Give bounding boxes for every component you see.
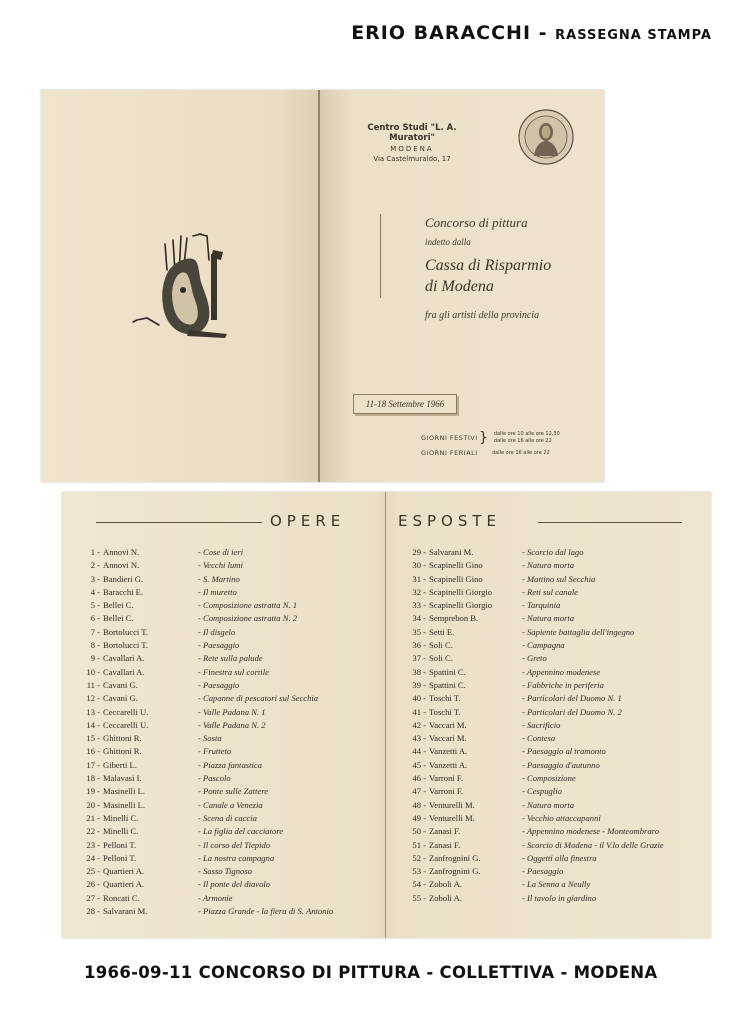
work-title: - Composizione astratta N. 2 (198, 613, 298, 624)
work-number: 24 - (86, 852, 100, 863)
work-artist: Scapinelli Gino (429, 560, 483, 571)
feriali-label: GIORNI FERIALI (421, 449, 478, 457)
work-number: 25 - (86, 866, 100, 877)
work-number: 52 - (412, 852, 426, 863)
work-list-item (408, 546, 708, 559)
work-list-item (408, 772, 708, 785)
work-title: - Fabbriche in periferia (522, 679, 604, 690)
work-artist: Cavallari A. (103, 653, 145, 664)
work-list-item (82, 812, 382, 825)
work-list-item (82, 666, 382, 679)
work-title: - Paesaggio al tramonto (522, 746, 606, 757)
work-artist: Roncati C. (103, 892, 140, 903)
exhibition-dates: 11-18 Settembre 1966 (353, 394, 457, 414)
work-artist: Soli C. (429, 653, 453, 664)
work-number: 17 - (86, 759, 100, 770)
work-artist: Ghittoni R. (103, 733, 142, 744)
work-number: 2 - (90, 560, 100, 571)
concorso-sponsor-1: Cassa di Risparmio (425, 257, 552, 274)
work-title: - Contesa (522, 733, 556, 744)
work-list-item (82, 586, 382, 599)
work-artist: Bortolucci T. (103, 640, 149, 651)
work-title: - Vecchi lumi (198, 560, 243, 571)
work-title: - Mattino sul Secchia (522, 573, 596, 584)
work-number: 47 - (412, 786, 426, 797)
work-artist: Vaccari M. (429, 733, 467, 744)
work-artist: Semprebon B. (429, 613, 479, 624)
work-list-item (408, 839, 708, 852)
work-number: 26 - (86, 879, 100, 890)
header-name: ERIO BARACCHI (351, 22, 532, 44)
work-list-item (408, 785, 708, 798)
work-number: 38 - (412, 666, 426, 677)
work-artist: Ceccarelli U. (103, 719, 149, 730)
work-number: 35 - (412, 626, 426, 637)
work-artist: Bandieri G. (103, 573, 144, 584)
work-artist: Zoboli A. (429, 879, 462, 890)
work-list-item (82, 732, 382, 745)
work-number: 22 - (86, 826, 100, 837)
work-artist: Quartieri A. (103, 879, 145, 890)
work-title: - Greto (522, 653, 547, 664)
work-list-item (82, 825, 382, 838)
work-number: 50 - (412, 826, 426, 837)
work-list-item (82, 905, 382, 918)
work-title: - Composizione (522, 773, 576, 784)
work-number: 16 - (86, 746, 100, 757)
work-title: - Sasso Tignoso (198, 866, 252, 877)
work-title: - Particolari del Duomo N. 1 (522, 693, 622, 704)
work-list-item (82, 692, 382, 705)
work-title: - La Senna a Neully (522, 879, 591, 890)
work-list-item (82, 759, 382, 772)
work-number: 34 - (412, 613, 426, 624)
work-list-item (82, 785, 382, 798)
work-number: 6 - (90, 613, 100, 624)
works-heading-word2: ESPOSTE (398, 512, 502, 530)
work-list-item (408, 612, 708, 625)
work-title: - Scena di caccia (198, 812, 257, 823)
work-artist: Annovi N. (103, 560, 140, 571)
work-number: 51 - (412, 839, 426, 850)
work-number: 7 - (90, 626, 100, 637)
work-title: - Paesaggio (522, 866, 564, 877)
work-list-item (408, 586, 708, 599)
work-artist: Minelli C. (103, 826, 139, 837)
work-artist: Varroni F. (429, 786, 464, 797)
work-number: 12 - (86, 693, 100, 704)
work-title: - Rete sulla palude (198, 653, 263, 664)
work-list-item (82, 546, 382, 559)
opening-hours (421, 430, 560, 457)
work-artist: Zanfrognini G. (429, 852, 481, 863)
work-artist: Ceccarelli U. (103, 706, 149, 717)
work-artist: Giberti L. (103, 759, 137, 770)
work-list-item (408, 759, 708, 772)
work-list-item (408, 865, 708, 878)
work-title: - Pascolo (198, 773, 231, 784)
work-list-item (82, 559, 382, 572)
work-artist: Toschi T. (429, 706, 461, 717)
work-number: 10 - (86, 666, 100, 677)
work-number: 33 - (412, 600, 426, 611)
work-artist: Ghittoni R. (103, 746, 142, 757)
work-title: - Valle Padana N. 1 (198, 706, 266, 717)
works-list-left (82, 546, 382, 918)
work-number: 39 - (412, 679, 426, 690)
work-list-item (82, 892, 382, 905)
feriali-row (421, 449, 560, 457)
work-artist: Scapinelli Gino (429, 573, 483, 584)
work-title: - Reti sul canale (522, 586, 579, 597)
work-title: - Frutteto (198, 746, 232, 757)
work-title: - Canale a Venezia (198, 799, 263, 810)
festivi-row (421, 430, 560, 446)
work-artist: Varroni F. (429, 773, 464, 784)
work-number: 1 - (90, 547, 100, 557)
work-list-item (408, 692, 708, 705)
work-number: 41 - (412, 706, 426, 717)
work-artist: Salvarani M. (429, 547, 474, 557)
work-artist: Venturelli M. (429, 812, 475, 823)
festivi-hours (494, 431, 560, 445)
work-artist: Masinelli L. (103, 799, 146, 810)
work-title: - Natura morta (522, 560, 575, 571)
work-title: - Paesaggio d'autunno (522, 759, 600, 770)
work-number: 37 - (412, 653, 426, 664)
work-artist: Annovi N. (103, 547, 140, 557)
page-header (351, 22, 712, 44)
header-subtitle: RASSEGNA STAMPA (555, 28, 712, 43)
work-number: 19 - (86, 786, 100, 797)
work-artist: Pelloni T. (103, 852, 137, 863)
work-list-item (408, 732, 708, 745)
work-list-item (82, 599, 382, 612)
work-list-item (408, 852, 708, 865)
work-list-item (82, 706, 382, 719)
work-artist: Spattini C. (429, 666, 466, 677)
work-title: - Particolari del Duomo N. 2 (522, 706, 622, 717)
work-title: - La figlia del cacciatore (198, 826, 284, 837)
work-number: 27 - (86, 892, 100, 903)
work-title: - Natura morta (522, 613, 575, 624)
work-list-item (82, 852, 382, 865)
work-title: - Cose di ieri (198, 547, 244, 557)
work-artist: Bellei C. (103, 613, 134, 624)
work-artist: Zanfrognini G. (429, 866, 481, 877)
work-title: - Tarquinia (522, 600, 561, 611)
work-number: 46 - (412, 773, 426, 784)
work-artist: Vanzetti A. (429, 746, 468, 757)
work-number: 23 - (86, 839, 100, 850)
work-artist: Venturelli M. (429, 799, 475, 810)
work-list-item (82, 799, 382, 812)
work-title: - Composizione astratta N. 1 (198, 600, 298, 611)
feriali-hours: dalle ore 16 alle ore 22 (492, 449, 550, 456)
work-artist: Cavani G. (103, 679, 138, 690)
work-title: - Il ponte del diavolo (198, 879, 271, 890)
work-title: - Armonie (198, 892, 233, 903)
work-artist: Cavani G. (103, 693, 138, 704)
work-number: 29 - (412, 547, 426, 557)
organizer-city: MODENA (390, 145, 434, 153)
work-title: - Finestra sul cortile (198, 666, 269, 677)
work-list-item (408, 878, 708, 891)
work-list-item (408, 626, 708, 639)
work-number: 28 - (86, 906, 100, 917)
work-list-item (82, 573, 382, 586)
work-number: 11 - (86, 679, 100, 690)
concorso-indetto: indetto dalla (425, 237, 471, 247)
work-title: - Campagna (522, 640, 565, 651)
work-number: 3 - (90, 573, 100, 584)
organizer-block (348, 123, 476, 163)
works-list-right (408, 546, 708, 905)
brace-glyph: } (479, 430, 488, 446)
festivi-label: GIORNI FESTIVI (421, 434, 478, 442)
festivi-hours-evening: dalle ore 16 alle ore 22 (493, 438, 552, 444)
work-title: - Piazza fantastica (198, 759, 262, 770)
work-title: - S. Martino (198, 573, 240, 584)
work-number: 55 - (412, 892, 426, 903)
work-artist: Zoboli A. (429, 892, 462, 903)
work-title: - Il tavolo in giardino (522, 892, 597, 903)
work-number: 8 - (90, 640, 100, 651)
work-artist: Spattini C. (429, 679, 466, 690)
work-list-item (408, 799, 708, 812)
work-title: - Oggetti alla finestra (522, 852, 597, 863)
brochure-works-list (62, 492, 711, 938)
concorso-announcement (425, 215, 551, 321)
concorso-subtitle: fra gli artisti della provincia (425, 310, 540, 321)
organizer-name: Centro Studi "L. A. Muratori" (367, 123, 457, 143)
work-title: - Paesaggio (198, 640, 240, 651)
work-artist: Scapinelli Giorgio (429, 600, 493, 611)
work-list-item (408, 812, 708, 825)
work-number: 43 - (412, 733, 426, 744)
work-list-item (408, 599, 708, 612)
work-artist: Bellei C. (103, 600, 134, 611)
work-list-item (408, 639, 708, 652)
festivi-hours-morning: dalle ore 10 alle ore 12,30 (493, 431, 560, 437)
work-title: - Il disgelo (198, 626, 236, 637)
work-number: 31 - (412, 573, 426, 584)
medallion-seal (517, 108, 575, 166)
work-artist: Toschi T. (429, 693, 461, 704)
work-title: - Paesaggio (198, 679, 240, 690)
work-artist: Scapinelli Giorgio (429, 586, 493, 597)
work-title: - La nostra campagna (198, 852, 275, 863)
work-artist: Pelloni T. (103, 839, 137, 850)
works-heading-word1: OPERE (270, 512, 346, 530)
work-number: 21 - (86, 812, 100, 823)
work-artist: Quartieri A. (103, 866, 145, 877)
work-list-item (82, 626, 382, 639)
work-title: - Capanne di pescatori sul Secchia (198, 693, 319, 704)
work-number: 18 - (86, 773, 100, 784)
work-number: 40 - (412, 693, 426, 704)
work-title: - Natura morta (522, 799, 575, 810)
footer-caption: 1966-09-11 CONCORSO DI PITTURA - COLLETTIVA - MODENA (84, 963, 658, 982)
work-list-item (408, 679, 708, 692)
work-artist: Vaccari M. (429, 719, 467, 730)
work-number: 15 - (86, 733, 100, 744)
work-artist: Setti E. (429, 626, 455, 637)
work-artist: Salvarani M. (103, 906, 148, 917)
work-artist: Vanzetti A. (429, 759, 468, 770)
work-title: - Piazza Grande - la fiera di S. Antonio (198, 906, 334, 917)
header-separator: - (531, 22, 556, 44)
work-artist: Bortolucci T. (103, 626, 149, 637)
work-list-item (408, 652, 708, 665)
work-list-item (82, 772, 382, 785)
work-artist: Masinelli L. (103, 786, 146, 797)
work-number: 13 - (86, 706, 100, 717)
work-number: 36 - (412, 640, 426, 651)
work-list-item (82, 612, 382, 625)
work-list-item (408, 719, 708, 732)
work-artist: Baracchi E. (103, 586, 144, 597)
work-number: 14 - (86, 719, 100, 730)
work-artist: Minelli C. (103, 812, 139, 823)
work-title: - Scorcio dal lago (522, 547, 584, 557)
work-title: - Cespuglio (522, 786, 562, 797)
work-list-item (408, 706, 708, 719)
work-artist: Malavasi I. (103, 773, 142, 784)
work-artist: Zanasi F. (429, 826, 461, 837)
title-rule-right (538, 522, 682, 523)
work-title: - Sapiente battaglia dell'ingegno (522, 626, 635, 637)
work-list-item (82, 878, 382, 891)
work-artist: Zanasi F. (429, 839, 461, 850)
work-number: 20 - (86, 799, 100, 810)
work-list-item (82, 865, 382, 878)
work-title: - Appennino modenese - Monteombraro (522, 826, 659, 837)
work-number: 45 - (412, 759, 426, 770)
brochure-cover (41, 90, 604, 482)
work-title: - Valle Padana N. 2 (198, 719, 266, 730)
work-number: 5 - (90, 600, 100, 611)
works-fold (385, 492, 386, 938)
work-number: 32 - (412, 586, 426, 597)
cover-vertical-rule (380, 214, 381, 298)
work-title: - Ponte sulle Zattere (198, 786, 269, 797)
work-list-item (82, 639, 382, 652)
work-number: 48 - (412, 799, 426, 810)
work-list-item (408, 573, 708, 586)
work-artist: Soli C. (429, 640, 453, 651)
work-number: 4 - (90, 586, 100, 597)
work-number: 44 - (412, 746, 426, 757)
work-list-item (408, 666, 708, 679)
work-number: 49 - (412, 812, 426, 823)
work-list-item (408, 559, 708, 572)
work-list-item (408, 892, 708, 905)
work-title: - Il corso del Tiepido (198, 839, 271, 850)
work-title: - Vecchio attaccapanni (522, 812, 601, 823)
work-title: - Scorcio di Modena - il V.lo delle Grazie (522, 839, 664, 850)
work-list-item (408, 825, 708, 838)
work-title: - Il muretto (198, 586, 237, 597)
organizer-address: Via Castelmuraldo, 17 (373, 155, 451, 163)
work-title: - Appennino modenese (522, 666, 601, 677)
work-list-item (82, 679, 382, 692)
work-artist: Cavallari A. (103, 666, 145, 677)
work-list-item (82, 719, 382, 732)
title-rule-left (96, 522, 262, 523)
concorso-sponsor-2: di Modena (425, 278, 494, 295)
work-number: 54 - (412, 879, 426, 890)
work-list-item (408, 745, 708, 758)
work-list-item (82, 745, 382, 758)
concorso-title: Concorso di pittura (425, 215, 528, 230)
work-number: 9 - (90, 653, 100, 664)
work-title: - Sosta (198, 733, 222, 744)
work-number: 42 - (412, 719, 426, 730)
cover-fold (318, 90, 320, 482)
work-title: - Sacrificio (522, 719, 561, 730)
work-list-item (82, 652, 382, 665)
work-list-item (82, 839, 382, 852)
work-number: 53 - (412, 866, 426, 877)
palette-easel-illustration (129, 230, 233, 342)
work-number: 30 - (412, 560, 426, 571)
